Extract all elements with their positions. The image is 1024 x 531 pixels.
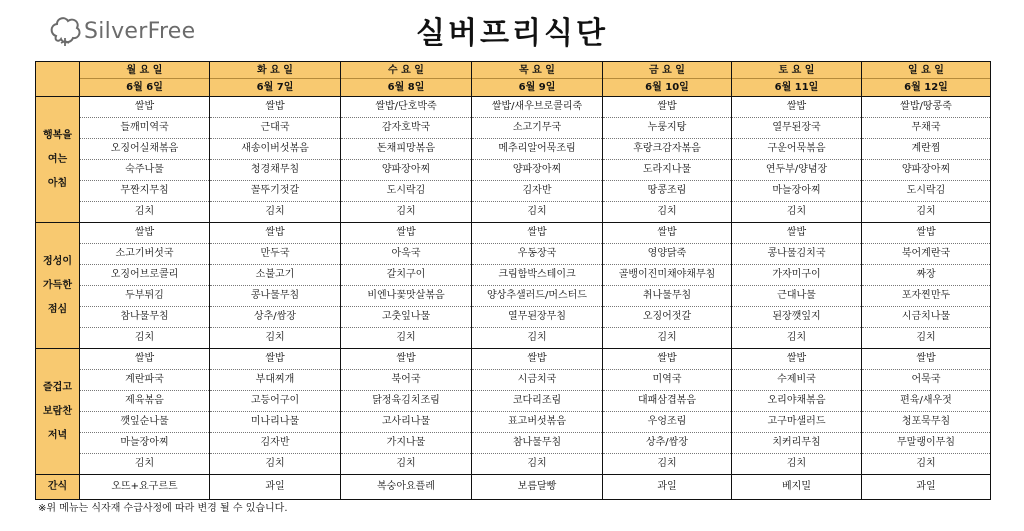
- menu-item: 참나물무침: [80, 307, 210, 328]
- menu-row: [36, 160, 991, 181]
- menu-item: 소고기무국: [472, 118, 603, 139]
- menu-item: 김치: [80, 328, 210, 349]
- menu-item: 김치: [472, 454, 603, 475]
- meal-label-line: 보람찬: [43, 405, 72, 417]
- meal-label-line: 저녁: [47, 429, 68, 441]
- menu-item: 도시락김: [341, 181, 472, 202]
- menu-item: 쌀밥: [603, 223, 732, 244]
- menu-row: [36, 307, 991, 328]
- menu-item: 어묵국: [862, 370, 991, 391]
- menu-row: [36, 433, 991, 454]
- menu-item: 쌀밥: [80, 349, 210, 370]
- menu-item: 메추리알어묵조림: [472, 139, 603, 160]
- menu-item: 상추/쌈장: [210, 307, 341, 328]
- menu-item: 양파장아찌: [341, 160, 472, 181]
- menu-item: 누룽지탕: [603, 118, 732, 139]
- menu-item: 우동장국: [472, 244, 603, 265]
- menu-item: 들깨미역국: [80, 118, 210, 139]
- day-date: 6월 8일: [387, 82, 425, 93]
- menu-item: 가자미구이: [732, 265, 862, 286]
- menu-item: 코다리조림: [472, 391, 603, 412]
- menu-item: 김치: [472, 328, 603, 349]
- menu-row: [36, 349, 991, 370]
- menu-item: 된장깻잎지: [732, 307, 862, 328]
- snack-item: 과일: [862, 475, 991, 500]
- menu-item: 시금치나물: [862, 307, 991, 328]
- menu-item: 쌀밥: [732, 97, 862, 118]
- menu-item: 시금치국: [472, 370, 603, 391]
- menu-item: 열무된장국: [732, 118, 862, 139]
- menu-item: 골뱅이진미채야채무침: [603, 265, 732, 286]
- menu-item: 쌀밥: [80, 223, 210, 244]
- menu-row: [36, 97, 991, 118]
- menu-item: 김치: [80, 454, 210, 475]
- snack-item: 복숭아요플레: [341, 475, 472, 500]
- menu-item: 숙주나물: [80, 160, 210, 181]
- menu-item: 양파장아찌: [862, 160, 991, 181]
- menu-item: 김치: [862, 328, 991, 349]
- meal-label-line: 가득한: [43, 279, 72, 291]
- menu-item: 부대찌개: [210, 370, 341, 391]
- menu-item: 김치: [80, 202, 210, 223]
- meal-label: [36, 349, 80, 475]
- menu-item: 김치: [472, 202, 603, 223]
- menu-item: 김치: [603, 454, 732, 475]
- day-header: [210, 62, 341, 97]
- menu-item: 김치: [210, 454, 341, 475]
- menu-item: 쌀밥: [341, 223, 472, 244]
- menu-item: 후랑크감자볶음: [603, 139, 732, 160]
- snack-label: 간식: [36, 475, 80, 500]
- menu-item: 김치: [732, 454, 862, 475]
- day-name: 금 요 일: [603, 62, 731, 79]
- snack-item: 과일: [210, 475, 341, 500]
- menu-item: 도시락김: [862, 181, 991, 202]
- menu-item: 고등어구이: [210, 391, 341, 412]
- corner-cell: [36, 62, 80, 97]
- menu-item: 미나리나물: [210, 412, 341, 433]
- menu-item: 감자호박국: [341, 118, 472, 139]
- menu-table: [35, 61, 991, 500]
- meal-label-line: 정성이: [43, 255, 72, 267]
- menu-item: 오징어실채볶음: [80, 139, 210, 160]
- menu-item: 쌀밥/땅콩죽: [862, 97, 991, 118]
- menu-item: 근대나물: [732, 286, 862, 307]
- menu-item: 쌀밥: [472, 349, 603, 370]
- menu-item: 쌀밥/단호박죽: [341, 97, 472, 118]
- menu-item: 쌀밥: [732, 349, 862, 370]
- day-header-row: [36, 62, 991, 97]
- menu-item: 쌀밥: [862, 349, 991, 370]
- menu-item: 북어국: [341, 370, 472, 391]
- menu-item: 오징어브로콜리: [80, 265, 210, 286]
- menu-item: 꼴뚜기젓갈: [210, 181, 341, 202]
- menu-item: 제육볶음: [80, 391, 210, 412]
- menu-item: 만두국: [210, 244, 341, 265]
- menu-item: 쌀밥: [210, 223, 341, 244]
- meal-label-line: 여는: [47, 153, 68, 165]
- menu-item: 고사리나물: [341, 412, 472, 433]
- menu-item: 근대국: [210, 118, 341, 139]
- menu-item: 북어계란국: [862, 244, 991, 265]
- menu-row: [36, 202, 991, 223]
- day-header: [862, 62, 991, 97]
- menu-item: 쌀밥: [862, 223, 991, 244]
- menu-item: 비엔나꽃맛살볶음: [341, 286, 472, 307]
- day-name: 수 요 일: [341, 62, 471, 79]
- menu-item: 마늘장아찌: [80, 433, 210, 454]
- snack-item: 보름달빵: [472, 475, 603, 500]
- menu-item: 크림함박스테이크: [472, 265, 603, 286]
- menu-item: 대패삼겹볶음: [603, 391, 732, 412]
- menu-item: 쌀밥: [732, 223, 862, 244]
- menu-item: 돈채피망볶음: [341, 139, 472, 160]
- menu-item: 쌀밥/새우브로콜리죽: [472, 97, 603, 118]
- footnote: ※위 메뉴는 식자재 수급사정에 따라 변경 될 수 있습니다.: [38, 503, 288, 514]
- day-date: 6월 10일: [645, 82, 689, 93]
- menu-row: [36, 328, 991, 349]
- menu-item: 짜장: [862, 265, 991, 286]
- snack-row: [36, 475, 991, 500]
- menu-item: 김자반: [210, 433, 341, 454]
- menu-item: 김치: [862, 202, 991, 223]
- menu-row: [36, 181, 991, 202]
- menu-item: 표고버섯볶음: [472, 412, 603, 433]
- menu-item: 상추/쌈장: [603, 433, 732, 454]
- menu-item: 김치: [341, 328, 472, 349]
- meal-label-line: 아침: [47, 177, 68, 189]
- menu-row: [36, 391, 991, 412]
- menu-item: 계란찜: [862, 139, 991, 160]
- menu-item: 고춧잎나물: [341, 307, 472, 328]
- menu-row: [36, 454, 991, 475]
- day-header: [472, 62, 603, 97]
- menu-item: 열무된장무침: [472, 307, 603, 328]
- menu-item: 청경채무침: [210, 160, 341, 181]
- menu-row: [36, 223, 991, 244]
- menu-item: 두부튀김: [80, 286, 210, 307]
- menu-item: 쌀밥: [210, 349, 341, 370]
- snack-item: 오뜨+요구르트: [80, 475, 210, 500]
- meal-label-line: 즐겁고: [43, 381, 72, 393]
- snack-item: 베지밀: [732, 475, 862, 500]
- menu-item: 김치: [862, 454, 991, 475]
- meal-label-line: 점심: [47, 303, 68, 315]
- day-date: 6월 7일: [256, 82, 294, 93]
- menu-item: 닭정육김치조림: [341, 391, 472, 412]
- day-header: [603, 62, 732, 97]
- menu-item: 고구마샐러드: [732, 412, 862, 433]
- snack-item: 과일: [603, 475, 732, 500]
- menu-item: 양파장아찌: [472, 160, 603, 181]
- menu-item: 새송이버섯볶음: [210, 139, 341, 160]
- menu-item: 치커리무침: [732, 433, 862, 454]
- menu-item: 우엉조림: [603, 412, 732, 433]
- menu-item: 마늘장아찌: [732, 181, 862, 202]
- day-date: 6월 6일: [126, 82, 163, 93]
- menu-item: 오징어젓갈: [603, 307, 732, 328]
- day-date: 6월 9일: [518, 82, 556, 93]
- menu-item: 포자찐만두: [862, 286, 991, 307]
- menu-row: [36, 118, 991, 139]
- menu-row: [36, 244, 991, 265]
- menu-item: 김치: [341, 202, 472, 223]
- menu-row: [36, 370, 991, 391]
- menu-item: 도라지나물: [603, 160, 732, 181]
- menu-item: 오리야채볶음: [732, 391, 862, 412]
- day-date: 6월 11일: [774, 82, 819, 93]
- menu-item: 무채국: [862, 118, 991, 139]
- menu-item: 갈치구이: [341, 265, 472, 286]
- menu-item: 쌀밥: [472, 223, 603, 244]
- menu-item: 김자반: [472, 181, 603, 202]
- menu-item: 깻잎순나물: [80, 412, 210, 433]
- menu-item: 김치: [603, 328, 732, 349]
- day-header: [732, 62, 862, 97]
- menu-row: [36, 139, 991, 160]
- menu-item: 쌀밥: [341, 349, 472, 370]
- meal-label: [36, 97, 80, 223]
- day-name: 월 요 일: [80, 62, 209, 79]
- logo-text: SilverFree: [84, 18, 196, 44]
- menu-row: [36, 412, 991, 433]
- day-name: 토 요 일: [732, 62, 861, 79]
- menu-item: 연두부/양념장: [732, 160, 862, 181]
- menu-item: 청포묵무침: [862, 412, 991, 433]
- day-header: [341, 62, 472, 97]
- day-header: [80, 62, 210, 97]
- menu-item: 김치: [210, 328, 341, 349]
- day-date: 6월 12일: [904, 82, 948, 93]
- menu-row: [36, 286, 991, 307]
- day-name: 목 요 일: [472, 62, 602, 79]
- meal-label: [36, 223, 80, 349]
- menu-item: 편육/새우젓: [862, 391, 991, 412]
- menu-item: 김치: [341, 454, 472, 475]
- menu-item: 김치: [210, 202, 341, 223]
- menu-item: 취나물무침: [603, 286, 732, 307]
- menu-item: 무짠지무침: [80, 181, 210, 202]
- menu-item: 쌀밥: [210, 97, 341, 118]
- day-name: 화 요 일: [210, 62, 340, 79]
- menu-item: 양상추샐러드/머스터드: [472, 286, 603, 307]
- menu-item: 김치: [603, 202, 732, 223]
- menu-item: 소불고기: [210, 265, 341, 286]
- menu-item: 미역국: [603, 370, 732, 391]
- menu-item: 소고기버섯국: [80, 244, 210, 265]
- menu-item: 콩나물김치국: [732, 244, 862, 265]
- menu-item: 콩나물무침: [210, 286, 341, 307]
- page-title: 실버프리식단: [416, 16, 608, 51]
- menu-item: 무말랭이무침: [862, 433, 991, 454]
- menu-item: 계란파국: [80, 370, 210, 391]
- menu-item: 영양닭죽: [603, 244, 732, 265]
- menu-row: [36, 265, 991, 286]
- menu-item: 쌀밥: [80, 97, 210, 118]
- day-name: 일 요 일: [862, 62, 990, 79]
- meal-label-line: 행복을: [43, 129, 72, 141]
- menu-item: 땅콩조림: [603, 181, 732, 202]
- menu-item: 김치: [732, 202, 862, 223]
- menu-item: 구운어묵볶음: [732, 139, 862, 160]
- menu-item: 쌀밥: [603, 349, 732, 370]
- menu-item: 가지나물: [341, 433, 472, 454]
- menu-item: 아욱국: [341, 244, 472, 265]
- menu-item: 참나물무침: [472, 433, 603, 454]
- menu-item: 쌀밥: [603, 97, 732, 118]
- menu-item: 수제비국: [732, 370, 862, 391]
- menu-item: 김치: [732, 328, 862, 349]
